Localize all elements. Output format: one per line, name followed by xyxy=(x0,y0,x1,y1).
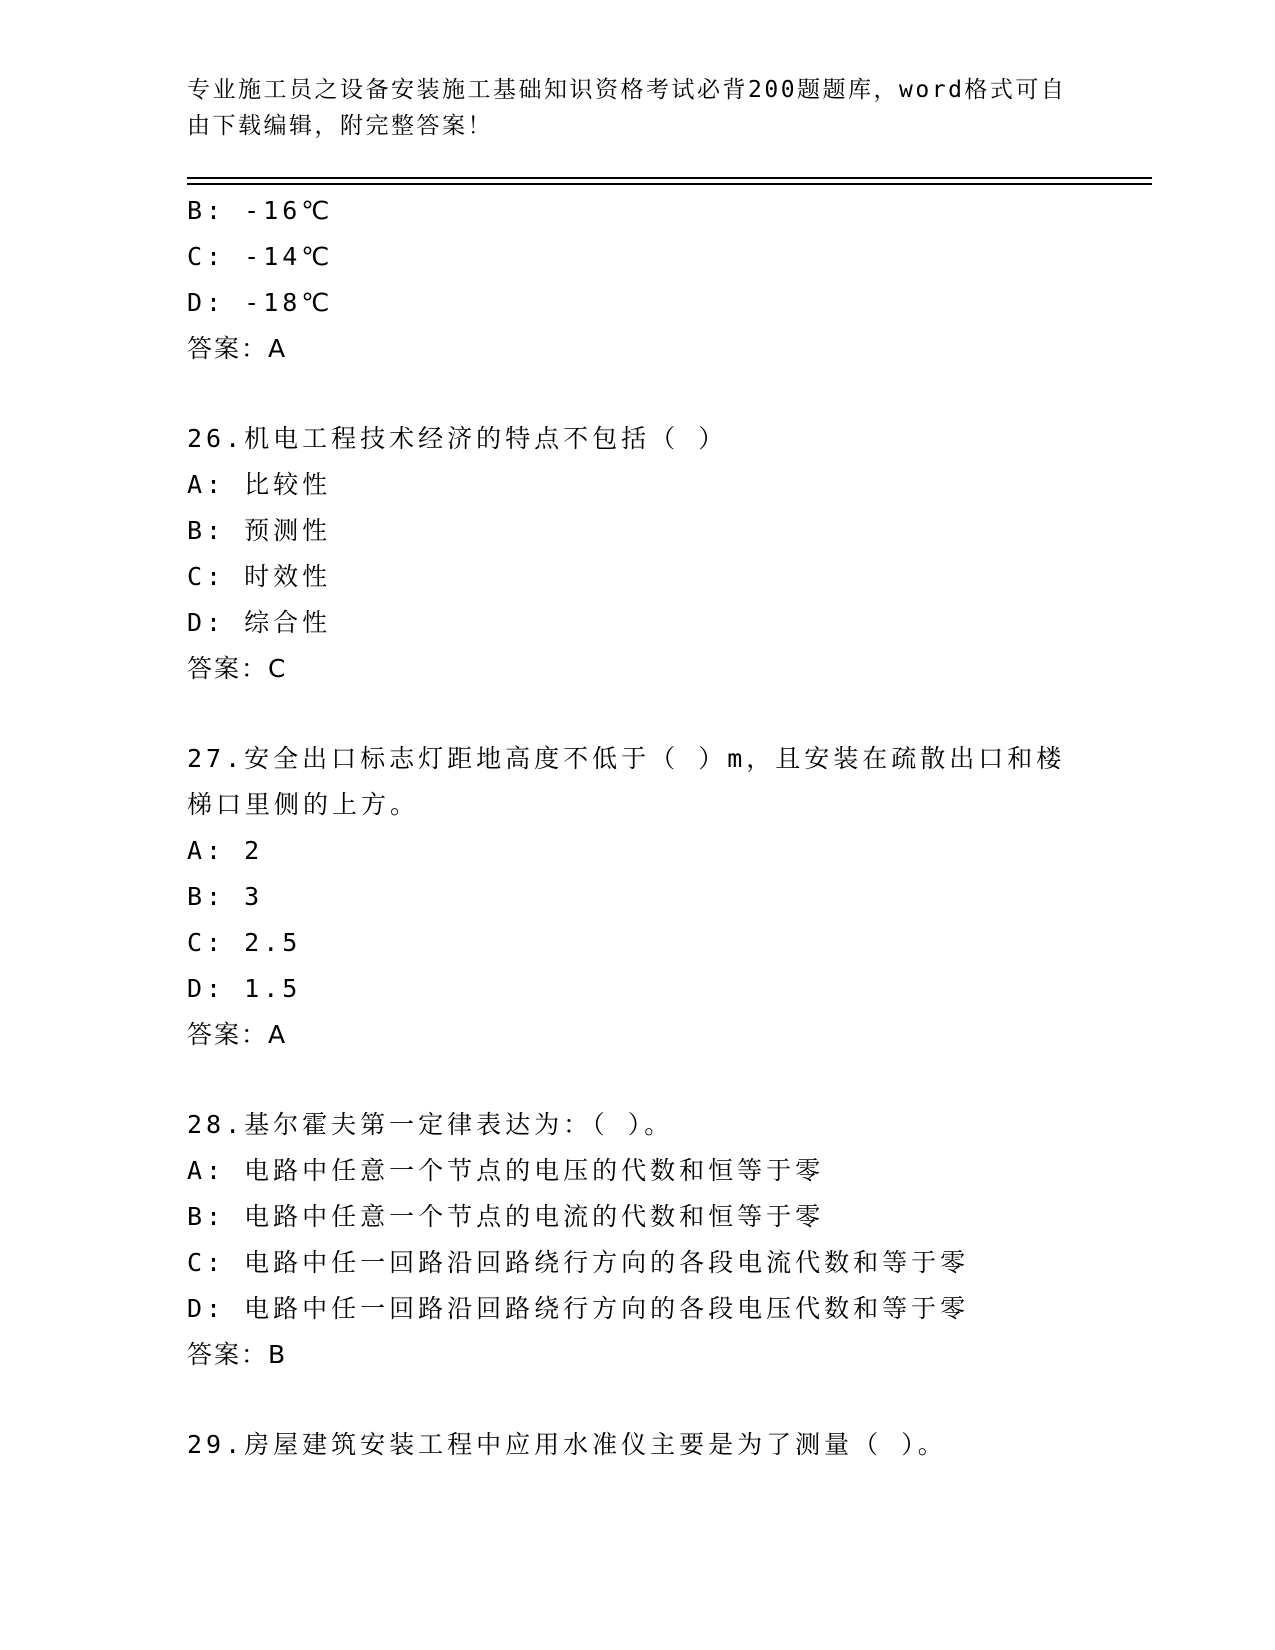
option-b: B: 电路中任意一个节点的电流的代数和恒等于零 xyxy=(187,1202,825,1231)
question-25-continued xyxy=(187,188,1087,372)
option-c: C: -14℃ xyxy=(187,242,334,271)
question-29 xyxy=(187,1422,1087,1468)
answer-text: 答案：A xyxy=(187,1020,288,1049)
option-d: D: 电路中任一回路沿回路绕行方向的各段电压代数和等于零 xyxy=(187,1294,970,1323)
question-stem: 29.房屋建筑安装工程中应用水准仪主要是为了测量（ ）。 xyxy=(187,1430,947,1459)
question-list xyxy=(187,188,1087,1468)
spacer xyxy=(187,692,1087,736)
option-c: C: 时效性 xyxy=(187,562,332,591)
document-title: 专业施工员之设备安装施工基础知识资格考试必背200题题库，word格式可自由下载编辑，附完整答案！ xyxy=(187,77,1067,139)
option-c: C: 电路中任一回路沿回路绕行方向的各段电流代数和等于零 xyxy=(187,1248,970,1277)
option-d: D: -18℃ xyxy=(187,288,334,317)
question-28 xyxy=(187,1102,1087,1378)
option-c: C: 2.5 xyxy=(187,928,302,957)
spacer xyxy=(187,1378,1087,1422)
option-d: D: 1.5 xyxy=(187,974,302,1003)
question-stem: 28.基尔霍夫第一定律表达为：（ ）。 xyxy=(187,1110,674,1139)
question-26 xyxy=(187,416,1087,692)
answer-text: 答案：A xyxy=(187,334,288,363)
option-a: A: 电路中任意一个节点的电压的代数和恒等于零 xyxy=(187,1156,825,1185)
header-rule-top xyxy=(187,177,1152,179)
question-stem: 26.机电工程技术经济的特点不包括（ ） xyxy=(187,424,728,453)
option-b: B: -16℃ xyxy=(187,196,334,225)
header-rule-bottom xyxy=(187,183,1152,185)
answer-text: 答案：B xyxy=(187,1340,288,1369)
question-27 xyxy=(187,736,1087,1058)
option-b: B: 预测性 xyxy=(187,516,332,545)
option-a: A: 比较性 xyxy=(187,470,332,499)
option-a: A: 2 xyxy=(187,836,264,865)
option-d: D: 综合性 xyxy=(187,608,332,637)
spacer xyxy=(187,1058,1087,1102)
answer-text: 答案：C xyxy=(187,654,288,683)
option-b: B: 3 xyxy=(187,882,264,911)
question-stem: 27.安全出口标志灯距地高度不低于（ ）m，且安装在疏散出口和楼梯口里侧的上方。 xyxy=(187,744,1066,819)
spacer xyxy=(187,372,1087,416)
